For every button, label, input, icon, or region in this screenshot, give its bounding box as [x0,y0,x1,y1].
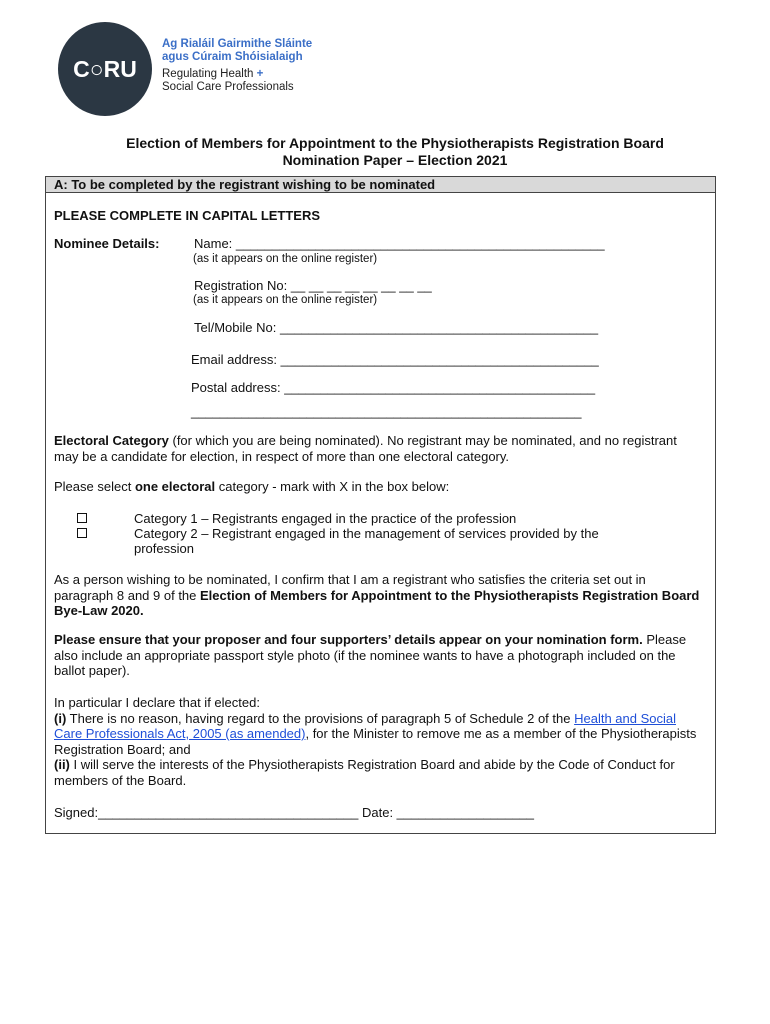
name-hint: (as it appears on the online register) [193,253,378,265]
category-1-label: Category 1 – Registrants engaged in the practice of the profession [134,511,517,526]
name-field[interactable]: Name: ___________________________________________________ [194,236,605,251]
postal-address-field[interactable]: Postal address: ___________________________________________ [191,380,596,395]
declaration-ii-label: (ii) [54,757,70,772]
electoral-category-text: (for which you are being nominated). No registrant may be nominated, and no registrant may be a candidate for election, in respect of more than one electoral category. [54,433,677,464]
category-1-checkbox[interactable] [77,513,87,523]
capitals-note: PLEASE COMPLETE IN CAPITAL LETTERS [54,208,321,223]
nominee-details-label: Nominee Details: [54,236,160,251]
confirmation-text: As a person wishing to be nominated, I confirm that I am a registrant who satisfies the criteria set out in paragraph 8 and 9 of the [54,572,646,603]
signature-date-line[interactable]: Signed:____________________________________ Date: ___________________ [54,805,535,820]
logo-english-line-2: Social Care Professionals [162,81,294,93]
act-link[interactable]: Health and Social Care Professionals Act, 2005 (as amended) [54,710,676,741]
title-line-1: Election of Members for Appointment to the Physiotherapists Registration Board [126,135,664,151]
tel-mobile-field[interactable]: Tel/Mobile No: ____________________________________________ [194,320,599,335]
logo-irish-line-2: agus Cúraim Shóisialaigh [162,51,303,63]
category-2-label-line-1: Category 2 – Registrant engaged in the management of services provided by the [134,526,599,541]
ensure-paragraph [54,632,704,679]
confirmation-bylaw: Election of Members for Appointment to the Physiotherapists Registration Board Bye-Law 2020. [54,587,700,618]
logo-wordmark: C○RU [73,55,137,82]
plus-icon: + [256,68,264,80]
declaration-item-ii [54,757,704,788]
declaration-i-post: , for the Minister to remove me as a member of the Physiotherapists Registration Board; and [54,726,697,757]
logo-english-line-1: Regulating Health [162,68,254,80]
select-instruction-pre: Please select [54,479,135,494]
coru-logo [58,22,152,116]
declaration-item-i [54,711,704,758]
select-instruction-post: category - mark with X in the box below: [215,479,450,494]
postal-address-field-line-2[interactable]: ______________________________________________________ [191,404,582,419]
electoral-category-bold: Electoral Category [54,433,169,448]
email-field[interactable]: Email address: ____________________________________________ [191,352,599,367]
ensure-text: Please also include an appropriate passport style photo (if the nominee wants to have a photograph included on the ballot paper). [54,632,687,678]
select-instruction [54,479,704,495]
declaration-intro: In particular I declare that if elected: [54,695,260,710]
confirmation-paragraph [54,572,704,619]
ensure-bold: Please ensure that your proposer and four supporters’ details appear on your nomination form. [54,632,643,647]
section-a-header: A: To be completed by the registrant wishing to be nominated [46,177,715,193]
electoral-category-paragraph [54,433,704,464]
declaration-paragraph [54,695,704,788]
registration-hint: (as it appears on the online register) [193,294,378,306]
category-2-label-line-2: profession [134,541,194,556]
declaration-i-text: There is no reason, having regard to the provisions of paragraph 5 of Schedule 2 of the [66,710,575,726]
nomination-form-box [45,176,716,834]
declaration-ii-text: I will serve the interests of the Physiotherapists Registration Board and abide by the Code of Conduct for members of the Board. [54,757,675,788]
category-2-checkbox[interactable] [77,528,87,538]
declaration-i-label: (i) [54,710,67,726]
select-instruction-bold: one electoral [134,479,216,494]
logo-tagline-irish [162,38,312,64]
logo-irish-line-1: Ag Rialáil Gairmithe Sláinte [162,38,313,50]
logo-tagline-english [162,68,294,94]
document-title [40,135,750,169]
registration-number-field[interactable]: Registration No: __ __ __ __ __ __ __ __ [194,278,432,293]
title-line-2: Nomination Paper – Election 2021 [282,152,508,168]
